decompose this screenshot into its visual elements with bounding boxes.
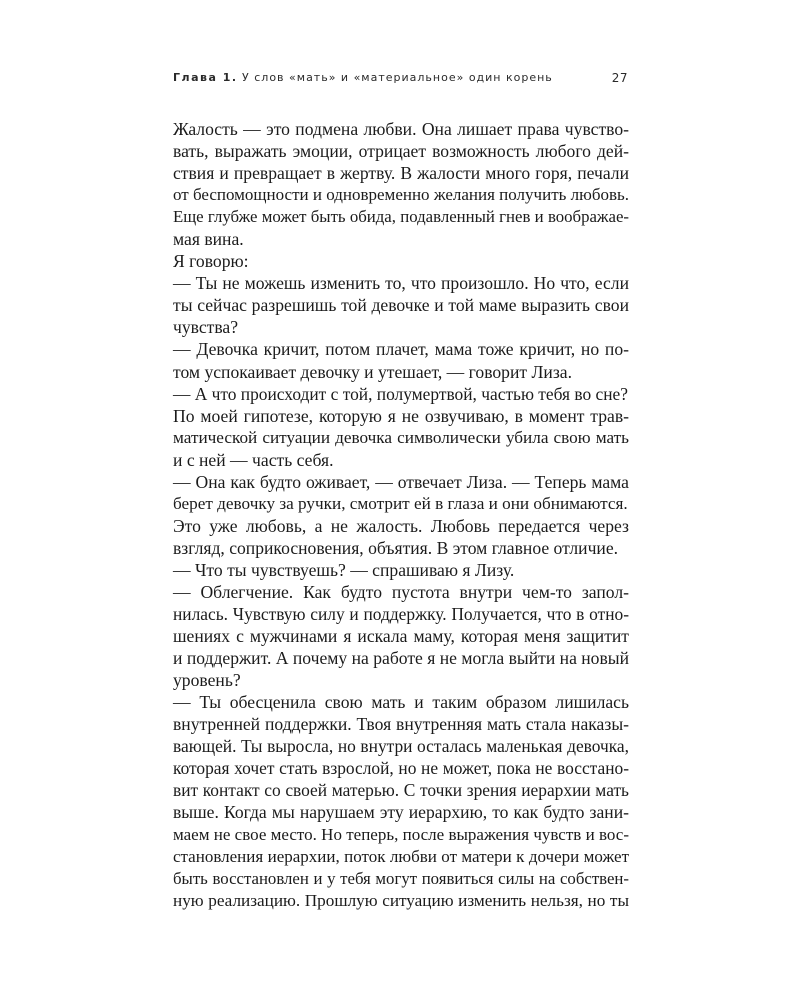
chapter-title: У слов «мать» и «материальное» один корень [242,71,553,84]
text-line: По моей гипотезе, которую я не озвучиваю, в момент трав- [173,405,629,426]
text-line: становления иерархии, поток любви от матери к дочери может [173,846,629,866]
text-line: уровень? [173,670,241,691]
text-line: Я говорю: [173,251,249,272]
text-line: Еще глубже может быть обида, подавленный гнев и воображае- [173,207,629,227]
text-line: ты сейчас разрешишь той девочке и той маме выразить свои [173,295,629,316]
text-line: вающей. Ты выросла, но внутри осталась маленькая девочка, [173,736,629,757]
text-line: — Облегчение. Как будто пустота внутри чем-то запол- [173,581,629,602]
text-line: берет девочку за ручки, смотрит ей в глаза и они обнимаются. [173,493,628,513]
text-line: вит контакт со своей матерью. С точки зрения иерархии мать [173,780,629,801]
page-number: 27 [611,71,628,85]
text-line: — А что происходит с той, полумертвой, частью тебя во сне? [173,383,628,404]
text-line: ную реализацию. Прошлую ситуацию изменить нельзя, но ты [173,890,629,910]
text-line: шениях с мужчинами я искала маму, которая меня защитит [173,626,629,647]
text-line: которая хочет стать взрослой, но не может, пока не восстано- [173,758,629,779]
text-line: — Что ты чувствуешь? — спрашиваю я Лизу. [173,559,515,580]
text-line: мая вина. [173,229,244,250]
text-line: выше. Когда мы нарушаем эту иерархию, то как будто зани- [173,802,629,823]
text-line: — Ты не можешь изменить то, что произошло. Но что, если [173,273,629,294]
text-line: матической ситуации девочка символически убила свою мать [173,427,629,447]
text-line: Жалость — это подмена любви. Она лишает права чувство- [173,119,629,139]
text-line: и поддержит. А почему на работе я не могла выйти на новый [173,648,630,669]
text-line: — Девочка кричит, потом плачет, мама тоже кричит, но по- [173,339,629,360]
text-line: от беспомощности и одновременно желания получить любовь. [173,185,629,205]
chapter-label: Глава 1. [173,71,238,84]
text-line: нилась. Чувствую силу и поддержку. Получается, что в отно- [173,604,629,625]
text-line: быть восстановлен и у тебя могут появиться силы на собствен- [173,868,629,888]
body-text [173,118,629,912]
text-line: ствия и превращает в жертву. В жалости много горя, печали [173,163,629,184]
text-line: внутренней поддержки. Твоя внутренняя мать стала наказы- [173,714,629,735]
text-line: вать, выражать эмоции, отрицает возможность любого дей- [173,141,629,162]
text-line: и с ней — часть себя. [173,449,334,470]
text-line: — Она как будто оживает, — отвечает Лиза. — Теперь мама [173,471,629,492]
text-line: — Ты обесценила свою мать и таким образом лишилась [173,692,629,713]
text-line: чувства? [173,317,239,338]
text-line: взгляд, соприкосновения, объятия. В этом главное отличие. [173,537,619,558]
running-head [173,71,629,87]
text-line: том успокаивает девочку и утешает, — говорит Лиза. [173,361,572,382]
text-line: маем не свое место. Но теперь, после выражения чувств и вос- [173,824,629,844]
text-line: Это уже любовь, а не жалость. Любовь передается через [173,515,629,536]
